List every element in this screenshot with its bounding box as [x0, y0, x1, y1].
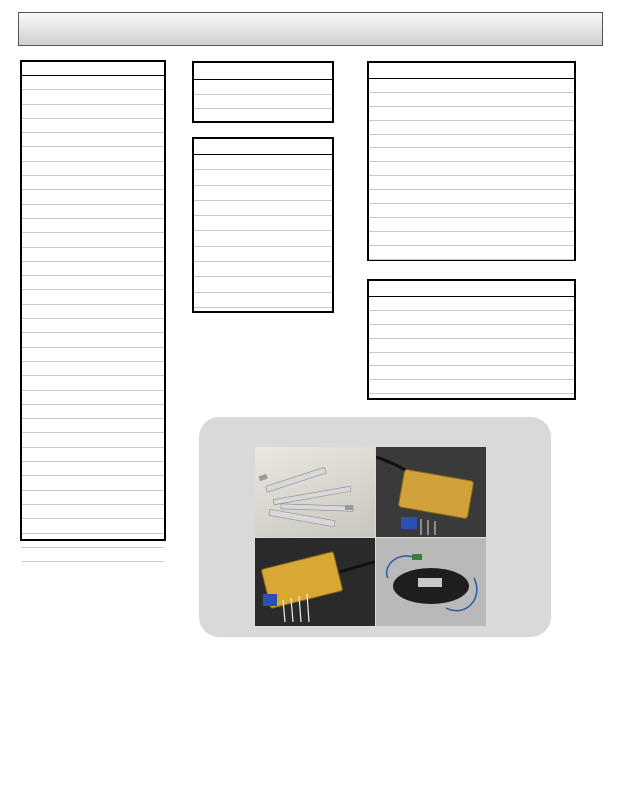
shg-row	[22, 333, 164, 347]
sfg-row	[369, 93, 574, 107]
shg-row	[22, 505, 164, 519]
dfg-row	[369, 366, 574, 380]
shg-row	[22, 147, 164, 161]
shg-row	[22, 476, 164, 490]
shg-row	[22, 76, 164, 90]
shg-row	[22, 162, 164, 176]
shg-row	[22, 376, 164, 390]
shg-row	[22, 534, 164, 548]
shg-row	[22, 391, 164, 405]
spdc-row	[194, 170, 332, 185]
spdc-header	[194, 139, 332, 155]
spdc-row	[194, 262, 332, 277]
shg-row	[22, 248, 164, 262]
spdc-row	[194, 186, 332, 201]
shg-row	[22, 262, 164, 276]
sfg-row	[369, 232, 574, 246]
spdc-row	[194, 216, 332, 231]
page-title	[18, 12, 603, 46]
shg-row	[22, 448, 164, 462]
shg-row	[22, 290, 164, 304]
shg-row	[22, 233, 164, 247]
sfg-table	[367, 61, 576, 261]
spdc-row	[194, 155, 332, 170]
shg-row	[22, 491, 164, 505]
dfg-row	[369, 325, 574, 339]
spdc-row	[194, 201, 332, 216]
shg-row	[22, 276, 164, 290]
dfg-row	[369, 353, 574, 367]
shg-row	[22, 548, 164, 562]
thg-row	[194, 109, 332, 123]
sfg-row	[369, 176, 574, 190]
shg-header	[22, 62, 164, 76]
sfg-row	[369, 107, 574, 121]
dfg-table	[367, 279, 576, 400]
spdc-row	[194, 308, 332, 322]
shg-row	[22, 319, 164, 333]
shg-row	[22, 462, 164, 476]
sfg-header	[369, 63, 574, 79]
shg-row	[22, 119, 164, 133]
shg-row	[22, 205, 164, 219]
thg-row	[194, 80, 332, 95]
sfg-row	[369, 79, 574, 93]
shg-row	[22, 219, 164, 233]
shg-row	[22, 105, 164, 119]
sfg-row	[369, 246, 574, 260]
dfg-row	[369, 311, 574, 325]
spdc-row	[194, 247, 332, 262]
shg-row	[22, 405, 164, 419]
sfg-row	[369, 121, 574, 135]
sfg-row	[369, 190, 574, 204]
dfg-row	[369, 394, 574, 407]
spdc-row	[194, 277, 332, 292]
shg-table	[20, 60, 166, 541]
shg-row	[22, 348, 164, 362]
shg-row	[22, 133, 164, 147]
dfg-row	[369, 297, 574, 311]
dfg-header	[369, 281, 574, 297]
sfg-row	[369, 148, 574, 162]
shg-row	[22, 419, 164, 433]
shg-row	[22, 562, 164, 575]
thg-table	[192, 61, 334, 123]
oval-module-photo	[376, 538, 486, 626]
thg-header	[194, 63, 332, 80]
shg-row	[22, 362, 164, 376]
spdc-row	[194, 231, 332, 246]
waveguide-chips-photo	[255, 447, 375, 537]
shg-row	[22, 90, 164, 104]
thg-row	[194, 95, 332, 110]
package-panel	[199, 417, 551, 637]
shg-row	[22, 176, 164, 190]
dfg-row	[369, 339, 574, 353]
spdc-table	[192, 137, 334, 313]
shg-row	[22, 433, 164, 447]
sfg-row	[369, 135, 574, 149]
shg-row	[22, 305, 164, 319]
spdc-row	[194, 293, 332, 308]
shg-row	[22, 190, 164, 204]
sfg-row	[369, 260, 574, 273]
sfg-row	[369, 204, 574, 218]
dfg-row	[369, 380, 574, 394]
fiber-pigtailed-package-photo	[376, 447, 486, 537]
shg-row	[22, 519, 164, 533]
sfg-row	[369, 162, 574, 176]
sfg-row	[369, 218, 574, 232]
butterfly-package-photo	[255, 538, 375, 626]
